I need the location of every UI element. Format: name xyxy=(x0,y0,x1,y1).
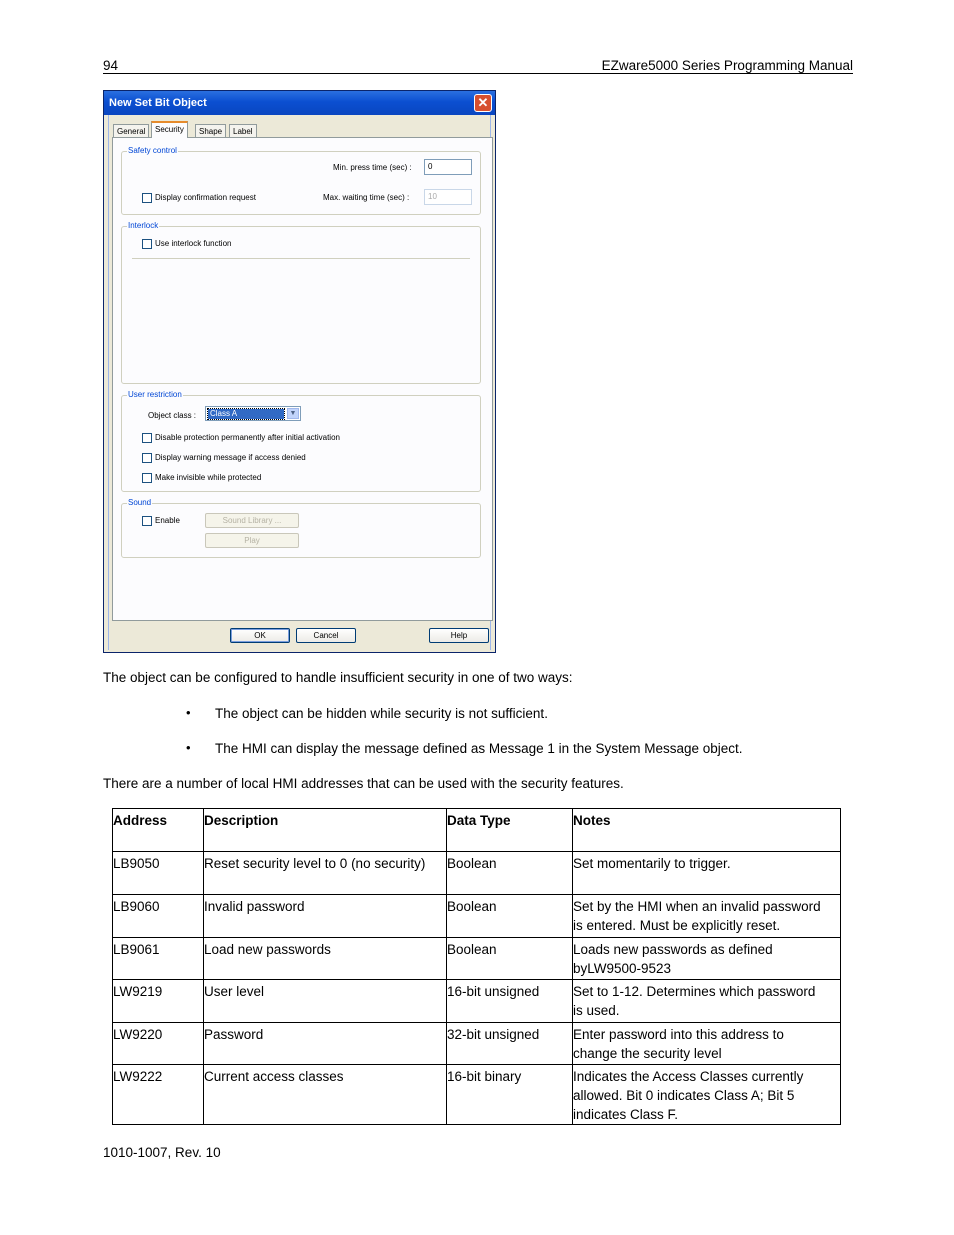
min-press-input[interactable]: 0 xyxy=(424,159,472,175)
cancel-button[interactable]: Cancel xyxy=(296,628,356,643)
sound-legend: Sound xyxy=(128,498,152,507)
bullet-item-hidden: The object can be hidden while security is not sufficient. xyxy=(215,706,548,721)
page-number: 94 xyxy=(103,58,119,73)
notes-line: is used. xyxy=(573,1003,620,1018)
min-press-label: Min. press time (sec) : xyxy=(333,163,412,172)
cell-description: User level xyxy=(204,980,447,1023)
table-row xyxy=(113,852,841,895)
ok-button[interactable]: OK xyxy=(230,628,290,643)
user-restriction-legend: User restriction xyxy=(128,390,182,399)
table-row xyxy=(113,938,841,980)
chevron-down-icon[interactable]: ▼ xyxy=(287,408,299,419)
notes-line: byLW9500-9523 xyxy=(573,961,672,976)
warning-message-checkbox[interactable] xyxy=(142,453,152,463)
invisible-label: Make invisible while protected xyxy=(155,473,262,482)
max-wait-input[interactable]: 10 xyxy=(424,189,472,205)
cell-address: LW9220 xyxy=(113,1023,204,1065)
safety-control-group xyxy=(121,146,481,215)
confirm-checkbox[interactable] xyxy=(142,193,152,203)
cell-address: LW9219 xyxy=(113,980,204,1023)
cell-address: LB9050 xyxy=(113,852,204,895)
cell-notes xyxy=(573,895,841,938)
help-button[interactable]: Help xyxy=(429,628,489,643)
table-row xyxy=(113,895,841,938)
object-class-label: Object class : xyxy=(148,411,197,420)
cell-data-type: Boolean xyxy=(447,895,573,938)
notes-line: Loads new passwords as defined xyxy=(573,942,773,957)
tab-general[interactable]: General xyxy=(113,124,149,137)
notes-line: Indicates the Access Classes currently xyxy=(573,1069,804,1084)
cell-description: Password xyxy=(204,1023,447,1065)
cell-notes xyxy=(573,938,841,980)
header-notes: Notes xyxy=(573,809,841,852)
cell-description: Current access classes xyxy=(204,1065,447,1125)
header-rule xyxy=(103,73,853,74)
table-row xyxy=(113,980,841,1023)
safety-control-legend: Safety control xyxy=(128,146,177,155)
tab-shape[interactable]: Shape xyxy=(195,124,226,137)
tab-label[interactable]: Label xyxy=(229,124,257,137)
cell-notes xyxy=(573,1065,841,1125)
cell-description: Load new passwords xyxy=(204,938,447,980)
notes-line: indicates Class F. xyxy=(573,1107,679,1122)
play-button[interactable]: Play xyxy=(205,533,299,548)
cell-data-type: Boolean xyxy=(447,938,573,980)
notes-line: Set momentarily to trigger. xyxy=(573,856,731,871)
disable-protection-label: Disable protection permanently after initial activation xyxy=(155,433,340,442)
interlock-legend: Interlock xyxy=(128,221,159,230)
document-number: 1010-1007, Rev. 10 xyxy=(103,1145,221,1160)
manual-title: EZware5000 Series Programming Manual xyxy=(601,58,853,73)
security-tab-panel xyxy=(112,137,493,621)
notes-line: Set to 1-12. Determines which password xyxy=(573,984,816,999)
close-icon[interactable]: ✕ xyxy=(474,94,492,112)
sound-group xyxy=(121,498,481,558)
bullet-marker: • xyxy=(186,705,191,720)
sound-enable-label: Enable xyxy=(155,516,180,525)
table-intro-paragraph: There are a number of local HMI addresses that can be used with the security features. xyxy=(103,776,624,791)
interlock-label: Use interlock function xyxy=(155,239,232,248)
table-row xyxy=(113,1023,841,1065)
cell-address: LW9222 xyxy=(113,1065,204,1125)
cell-description: Reset security level to 0 (no security) xyxy=(204,852,447,895)
notes-line: change the security level xyxy=(573,1046,722,1061)
invisible-checkbox[interactable] xyxy=(142,473,152,483)
notes-line: is entered. Must be explicitly reset. xyxy=(573,918,781,933)
notes-line: Set by the HMI when an invalid password xyxy=(573,899,821,914)
object-class-select[interactable] xyxy=(205,406,301,421)
object-class-value: Class A xyxy=(208,409,284,419)
notes-line: allowed. Bit 0 indicates Class A; Bit 5 xyxy=(573,1088,795,1103)
cell-data-type: 16-bit binary xyxy=(447,1065,573,1125)
user-restriction-group xyxy=(121,390,481,492)
header-address: Address xyxy=(113,809,204,852)
header-description: Description xyxy=(204,809,447,852)
dialog-title: New Set Bit Object xyxy=(109,97,207,109)
cell-address: LB9060 xyxy=(113,895,204,938)
max-wait-label: Max. waiting time (sec) : xyxy=(323,193,410,202)
disable-protection-checkbox[interactable] xyxy=(142,433,152,443)
sound-library-button[interactable]: Sound Library ... xyxy=(205,513,299,528)
notes-line: Enter password into this address to xyxy=(573,1027,784,1042)
interlock-group xyxy=(121,221,481,384)
interlock-separator xyxy=(132,258,470,259)
warning-message-label: Display warning message if access denied xyxy=(155,453,306,462)
header-data-type: Data Type xyxy=(447,809,573,852)
bullet-marker: • xyxy=(186,740,191,755)
tab-security[interactable]: Security xyxy=(151,121,188,138)
confirm-label: Display confirmation request xyxy=(155,193,256,202)
cell-data-type: Boolean xyxy=(447,852,573,895)
cell-data-type: 32-bit unsigned xyxy=(447,1023,573,1065)
security-address-table xyxy=(112,808,841,1125)
cell-notes xyxy=(573,852,841,895)
interlock-checkbox[interactable] xyxy=(142,239,152,249)
cell-address: LB9061 xyxy=(113,938,204,980)
bullet-item-message: The HMI can display the message defined as Message 1 in the System Message object. xyxy=(215,741,743,756)
sound-enable-checkbox[interactable] xyxy=(142,516,152,526)
cell-notes xyxy=(573,1023,841,1065)
set-bit-object-dialog xyxy=(103,90,496,653)
dialog-title-bar[interactable] xyxy=(104,91,495,115)
cell-description: Invalid password xyxy=(204,895,447,938)
table-header-row xyxy=(113,809,841,852)
intro-paragraph: The object can be configured to handle insufficient security in one of two ways: xyxy=(103,670,573,685)
cell-notes xyxy=(573,980,841,1023)
table-row xyxy=(113,1065,841,1125)
cell-data-type: 16-bit unsigned xyxy=(447,980,573,1023)
